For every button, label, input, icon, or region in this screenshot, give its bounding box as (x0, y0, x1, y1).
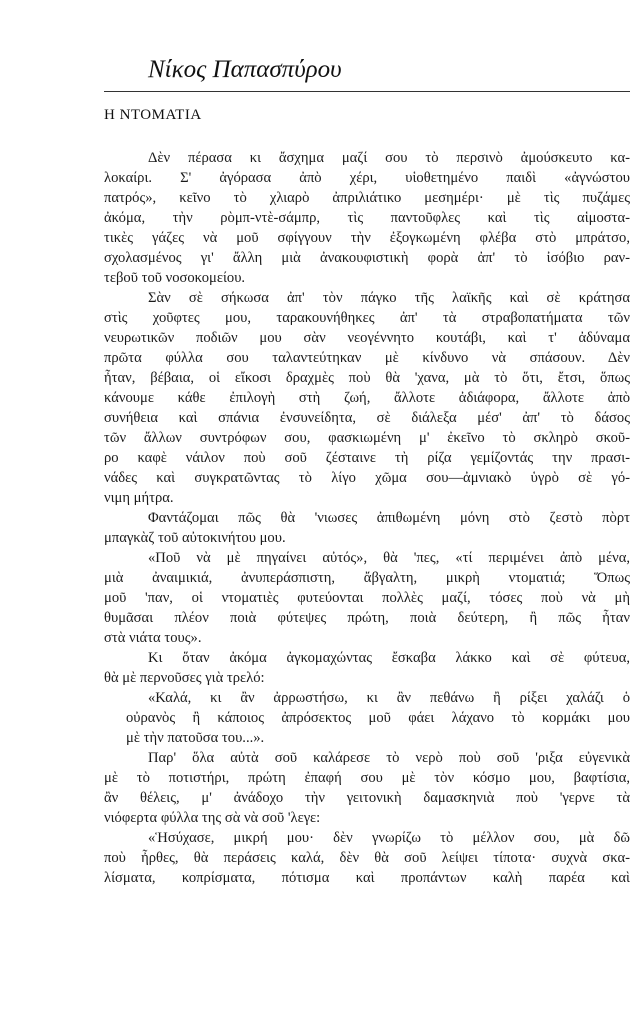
text-line: Φαντάζομαι πῶς θὰ 'νιωσες ἀπιθωμένη μόνη στὸ ζεστὸ πὸρτ (148, 510, 630, 526)
text-line: στὰ νιάτα τους». (104, 630, 202, 646)
text-line: νευρωτικῶν ποδιῶν μου σὰν νεογέννητο κουτάβι, καὶ τ' ἀδύναμα (104, 330, 630, 346)
text-line: στὶς χοῦφτες μου, ταρακουνήθηκες ἀπ' τὰ στραβοπατήματα τῶν (104, 310, 630, 326)
header-rule (104, 91, 630, 92)
text-line: ἀκόμα, τὴν ρὸμπ-ντὲ-σάμπρ, τὶς παντοῦφλες καὶ τὶς αἱμοστα- (104, 210, 630, 226)
text-line: Παρ' ὅλα αὐτὰ σοῦ καλάρεσε τὸ νερὸ ποὺ σοῦ 'ριξα εὐγενικὰ (148, 750, 630, 766)
text-line: πατρός», κεῖνο τὸ χλιαρὸ ἀπριλιάτικο μεσημέρι· μὲ τὶς πυζάμες (104, 190, 630, 206)
body-text (104, 148, 630, 888)
text-line: λοκαίρι. Σ' ἀγόρασα ἀπὸ χέρι, υἱοθετημένο παιδὶ «ἀγνώστου (104, 170, 630, 186)
text-line: ρο καφὲ νάιλον ποὺ σοῦ ζέσταινε τὴ ρίζα γεμίζοντάς την πρασι- (104, 450, 630, 466)
text-line: θὰ μὲ περνοῦσες γιὰ τρελό: (104, 670, 265, 686)
text-line: οὐρανὸς ἢ κάποιος ἀπρόσεκτος μοῦ φάει λάχανο τὸ κορμάκι μου (126, 710, 630, 726)
text-line: νιμη μήτρα. (104, 490, 174, 506)
text-line: νιόφερτα φύλλα της σὰ νὰ σοῦ 'λεγε: (104, 810, 321, 826)
text-line: τῶν ἄλλων συντρόφων σου, φασκιωμένη μ' ἐκεῖνο τὸ σκληρὸ σκοῦ- (104, 430, 630, 446)
text-line: ἦταν, βέβαια, οἱ εἴκοσι δραχμὲς ποὺ θὰ 'χανα, μὰ τὸ ὅτι, ἔτσι, ὅπως (104, 370, 630, 386)
text-line: μοῦ 'παν, οἱ ντοματιὲς φυτεύονται πολλὲς μαζί, τόσες ποὺ νὰ μὴ (104, 590, 630, 606)
text-line: τικὲς γάζες νὰ μοῦ σφίγγουν τὴν ἐξογκωμένη φλέβα στὸ μπράτσο, (104, 230, 630, 246)
text-line: Σὰν σὲ σήκωσα ἀπ' τὸν πάγκο τῆς λαϊκῆς καὶ σὲ κράτησα (148, 290, 630, 306)
text-line: Κι ὅταν ἀκόμα ἀγκομαχώντας ἔσκαβα λάκκο καὶ σὲ φύτευα, (148, 650, 630, 666)
text-line: μιὰ ἀναιμικιά, ἀνυπεράσπιστη, ἄβγαλτη, μικρὴ ντοματιά; Ὅπως (104, 570, 630, 586)
text-line: μὲ τὸ ποτιστήρι, πρώτη ἐπαφή σου μὲ τὸν κόσμο μου, βαφτίσια, (104, 770, 630, 786)
text-line: ποὺ ἦρθες, θὰ περάσεις καλά, δὲν θὰ σοῦ λείψει τίποτα· συχνὰ σκα- (104, 850, 630, 866)
text-line: μπαγκὰζ τοῦ αὐτοκινήτου μου. (104, 530, 286, 546)
text-line: κάνουμε κάθε ἐπιλογὴ στὴ ζωή, ἄλλοτε ἀδιάφορα, ἄλλοτε ἀπὸ (104, 390, 630, 406)
text-line: «Ἡσύχασε, μικρή μου· δὲν γνωρίζω τὸ μέλλον σου, μὰ δῶ (148, 830, 630, 846)
text-line: μὲ τὴν πατοῦσα του...». (126, 730, 265, 746)
text-line: πρῶτα φύλλα σου ταλαντεύτηκαν μὲ κίνδυνο νὰ σπάσουν. Δὲν (104, 350, 630, 366)
text-line: σχολασμένος γι' ἄλλη μιὰ ἀνακουφιστικὴ φορὰ ἀπ' τὸ ἰσόβιο ραν- (104, 250, 630, 266)
text-line: «Ποῦ νὰ μὲ πηγαίνει αὐτός», θὰ 'πες, «τί περιμένει ἀπὸ μένα, (148, 550, 630, 566)
text-line: ἂν θέλεις, μ' ἀνάδοχο τὴν γειτονικὴ δαμασκηνιὰ ποὺ 'γερνε τὰ (104, 790, 630, 806)
running-head-author: Νίκος Παπασπύρου (148, 56, 342, 83)
text-line: «Καλά, κι ἂν ἀρρωστήσω, κι ἂν πεθάνω ἢ ρίξει χαλάζι ὁ (148, 690, 630, 706)
text-line: συνήθεια καὶ σπάνια ἐνσυνείδητα, σὲ διάλεξα μέσ' ἀπ' τὸ δάσος (104, 410, 630, 426)
section-title: Η ΝΤΟΜΑΤΙΑ (104, 107, 202, 123)
text-line: θυμᾶσαι πλέον ποιὰ φύτεψες πρώτη, ποιὰ δεύτερη, ἢ πῶς ἦταν (104, 610, 630, 626)
text-line: λίσματα, κοπρίσματα, πότισμα καὶ προπάντων καλὴ παρέα καὶ (104, 870, 630, 886)
text-line: τεβοῦ τοῦ νοσοκομείου. (104, 270, 246, 286)
text-line: Δὲν πέρασα κι ἄσχημα μαζί σου τὸ περσινὸ ἀμούσκευτο κα- (148, 150, 630, 166)
text-line: νάδες καὶ συγκρατῶντας τὸ λίγο χῶμα σου—ἀμνιακὸ ὑγρὸ σὲ γό- (104, 470, 630, 486)
